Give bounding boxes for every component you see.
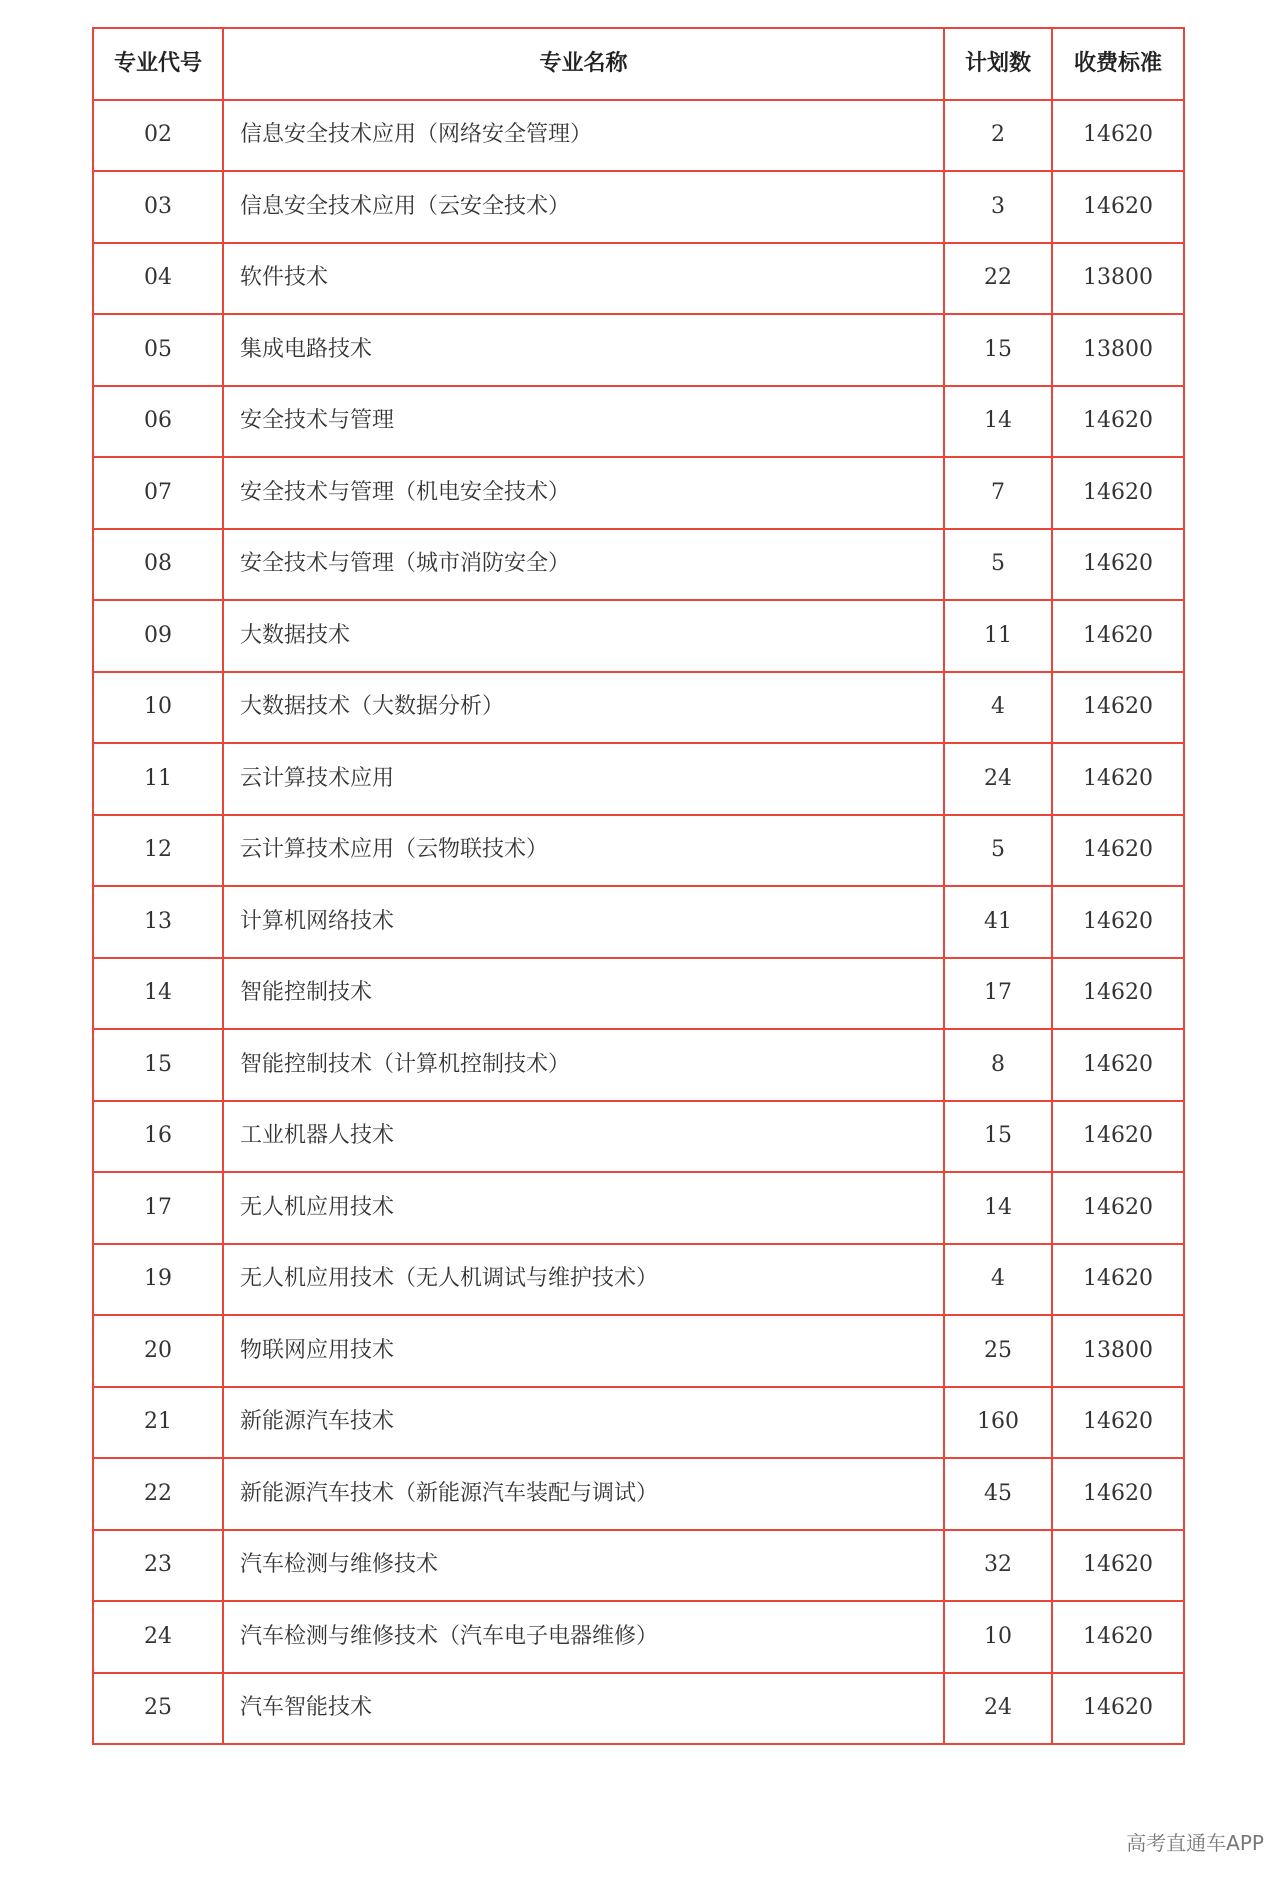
table-row — [93, 386, 1184, 458]
fee-standard-cell: 14620 — [1052, 1029, 1184, 1101]
major-code-cell: 16 — [93, 1101, 223, 1173]
major-name-cell: 新能源汽车技术（新能源汽车装配与调试） — [223, 1458, 944, 1530]
fee-standard-cell: 13800 — [1052, 1315, 1184, 1387]
plan-count-cell: 15 — [944, 1101, 1052, 1173]
major-name-cell: 信息安全技术应用（网络安全管理） — [223, 100, 944, 172]
plan-count-cell: 3 — [944, 171, 1052, 243]
plan-count-cell: 24 — [944, 1673, 1052, 1745]
major-code-cell: 07 — [93, 457, 223, 529]
plan-count-cell: 15 — [944, 314, 1052, 386]
major-name-cell: 无人机应用技术 — [223, 1172, 944, 1244]
fee-standard-cell: 14620 — [1052, 958, 1184, 1030]
table-row — [93, 100, 1184, 172]
major-code-cell: 05 — [93, 314, 223, 386]
plan-count-cell: 8 — [944, 1029, 1052, 1101]
plan-count-cell: 2 — [944, 100, 1052, 172]
major-code-cell: 12 — [93, 815, 223, 887]
major-name-cell: 智能控制技术（计算机控制技术） — [223, 1029, 944, 1101]
table-row — [93, 1029, 1184, 1101]
table-row — [93, 672, 1184, 744]
table-row — [93, 815, 1184, 887]
fee-standard-cell: 14620 — [1052, 1172, 1184, 1244]
table-row — [93, 1101, 1184, 1173]
plan-count-cell: 14 — [944, 386, 1052, 458]
fee-standard-cell: 14620 — [1052, 600, 1184, 672]
major-name-cell: 云计算技术应用 — [223, 743, 944, 815]
major-name-cell: 云计算技术应用（云物联技术） — [223, 815, 944, 887]
fee-standard-cell: 14620 — [1052, 815, 1184, 887]
major-code-cell: 08 — [93, 529, 223, 601]
enrollment-plan-table-wrapper — [92, 27, 1185, 1745]
table-row — [93, 1673, 1184, 1745]
major-code-cell: 21 — [93, 1387, 223, 1459]
fee-standard-cell: 14620 — [1052, 171, 1184, 243]
table-row — [93, 886, 1184, 958]
plan-count-cell: 10 — [944, 1601, 1052, 1673]
fee-standard-cell: 14620 — [1052, 1244, 1184, 1316]
major-name-cell: 汽车检测与维修技术 — [223, 1530, 944, 1602]
fee-standard-cell: 14620 — [1052, 529, 1184, 601]
major-code-cell: 14 — [93, 958, 223, 1030]
fee-standard-cell: 14620 — [1052, 886, 1184, 958]
major-name-cell: 新能源汽车技术 — [223, 1387, 944, 1459]
table-row — [93, 529, 1184, 601]
major-code-cell: 24 — [93, 1601, 223, 1673]
fee-standard-cell: 14620 — [1052, 1101, 1184, 1173]
plan-count-cell: 11 — [944, 600, 1052, 672]
plan-count-cell: 160 — [944, 1387, 1052, 1459]
major-code-cell: 15 — [93, 1029, 223, 1101]
table-row — [93, 743, 1184, 815]
plan-count-cell: 32 — [944, 1530, 1052, 1602]
fee-standard-cell: 14620 — [1052, 386, 1184, 458]
major-name-cell: 汽车检测与维修技术（汽车电子电器维修） — [223, 1601, 944, 1673]
major-code-cell: 03 — [93, 171, 223, 243]
major-name-cell: 大数据技术（大数据分析） — [223, 672, 944, 744]
major-code-cell: 04 — [93, 243, 223, 315]
fee-standard-cell: 14620 — [1052, 743, 1184, 815]
watermark-text: 高考直通车APP — [1126, 1831, 1264, 1855]
fee-standard-cell: 14620 — [1052, 1530, 1184, 1602]
plan-count-cell: 4 — [944, 1244, 1052, 1316]
major-name-cell: 物联网应用技术 — [223, 1315, 944, 1387]
major-name-cell: 安全技术与管理（机电安全技术） — [223, 457, 944, 529]
fee-standard-cell: 14620 — [1052, 457, 1184, 529]
plan-count-cell: 4 — [944, 672, 1052, 744]
plan-count-cell: 7 — [944, 457, 1052, 529]
major-name-cell: 智能控制技术 — [223, 958, 944, 1030]
table-row — [93, 958, 1184, 1030]
major-code-cell: 11 — [93, 743, 223, 815]
fee-standard-cell: 13800 — [1052, 314, 1184, 386]
plan-count-cell: 41 — [944, 886, 1052, 958]
table-row — [93, 600, 1184, 672]
plan-count-cell: 45 — [944, 1458, 1052, 1530]
plan-count-cell: 25 — [944, 1315, 1052, 1387]
major-code-cell: 02 — [93, 100, 223, 172]
fee-standard-cell: 14620 — [1052, 1387, 1184, 1459]
header-major-name: 专业名称 — [223, 28, 944, 100]
major-code-cell: 20 — [93, 1315, 223, 1387]
table-row — [93, 1387, 1184, 1459]
table-header-row — [93, 28, 1184, 100]
major-name-cell: 安全技术与管理 — [223, 386, 944, 458]
header-fee-standard: 收费标准 — [1052, 28, 1184, 100]
major-name-cell: 汽车智能技术 — [223, 1673, 944, 1745]
table-row — [93, 1315, 1184, 1387]
plan-count-cell: 5 — [944, 815, 1052, 887]
major-name-cell: 计算机网络技术 — [223, 886, 944, 958]
fee-standard-cell: 14620 — [1052, 1601, 1184, 1673]
plan-count-cell: 22 — [944, 243, 1052, 315]
major-code-cell: 17 — [93, 1172, 223, 1244]
major-name-cell: 无人机应用技术（无人机调试与维护技术） — [223, 1244, 944, 1316]
plan-count-cell: 24 — [944, 743, 1052, 815]
major-code-cell: 10 — [93, 672, 223, 744]
table-row — [93, 1601, 1184, 1673]
major-name-cell: 软件技术 — [223, 243, 944, 315]
table-row — [93, 1172, 1184, 1244]
enrollment-plan-table — [92, 27, 1185, 1745]
table-row — [93, 457, 1184, 529]
table-row — [93, 314, 1184, 386]
major-name-cell: 大数据技术 — [223, 600, 944, 672]
fee-standard-cell: 14620 — [1052, 100, 1184, 172]
fee-standard-cell: 14620 — [1052, 1458, 1184, 1530]
plan-count-cell: 5 — [944, 529, 1052, 601]
major-code-cell: 22 — [93, 1458, 223, 1530]
header-plan-count: 计划数 — [944, 28, 1052, 100]
major-name-cell: 信息安全技术应用（云安全技术） — [223, 171, 944, 243]
table-row — [93, 171, 1184, 243]
plan-count-cell: 17 — [944, 958, 1052, 1030]
plan-count-cell: 14 — [944, 1172, 1052, 1244]
major-name-cell: 安全技术与管理（城市消防安全） — [223, 529, 944, 601]
fee-standard-cell: 14620 — [1052, 1673, 1184, 1745]
table-row — [93, 1244, 1184, 1316]
table-row — [93, 1530, 1184, 1602]
major-name-cell: 工业机器人技术 — [223, 1101, 944, 1173]
major-code-cell: 25 — [93, 1673, 223, 1745]
major-code-cell: 09 — [93, 600, 223, 672]
major-code-cell: 06 — [93, 386, 223, 458]
major-code-cell: 23 — [93, 1530, 223, 1602]
table-body — [93, 100, 1184, 1745]
major-code-cell: 13 — [93, 886, 223, 958]
fee-standard-cell: 14620 — [1052, 672, 1184, 744]
major-name-cell: 集成电路技术 — [223, 314, 944, 386]
fee-standard-cell: 13800 — [1052, 243, 1184, 315]
major-code-cell: 19 — [93, 1244, 223, 1316]
table-row — [93, 1458, 1184, 1530]
table-row — [93, 243, 1184, 315]
header-major-code: 专业代号 — [93, 28, 223, 100]
